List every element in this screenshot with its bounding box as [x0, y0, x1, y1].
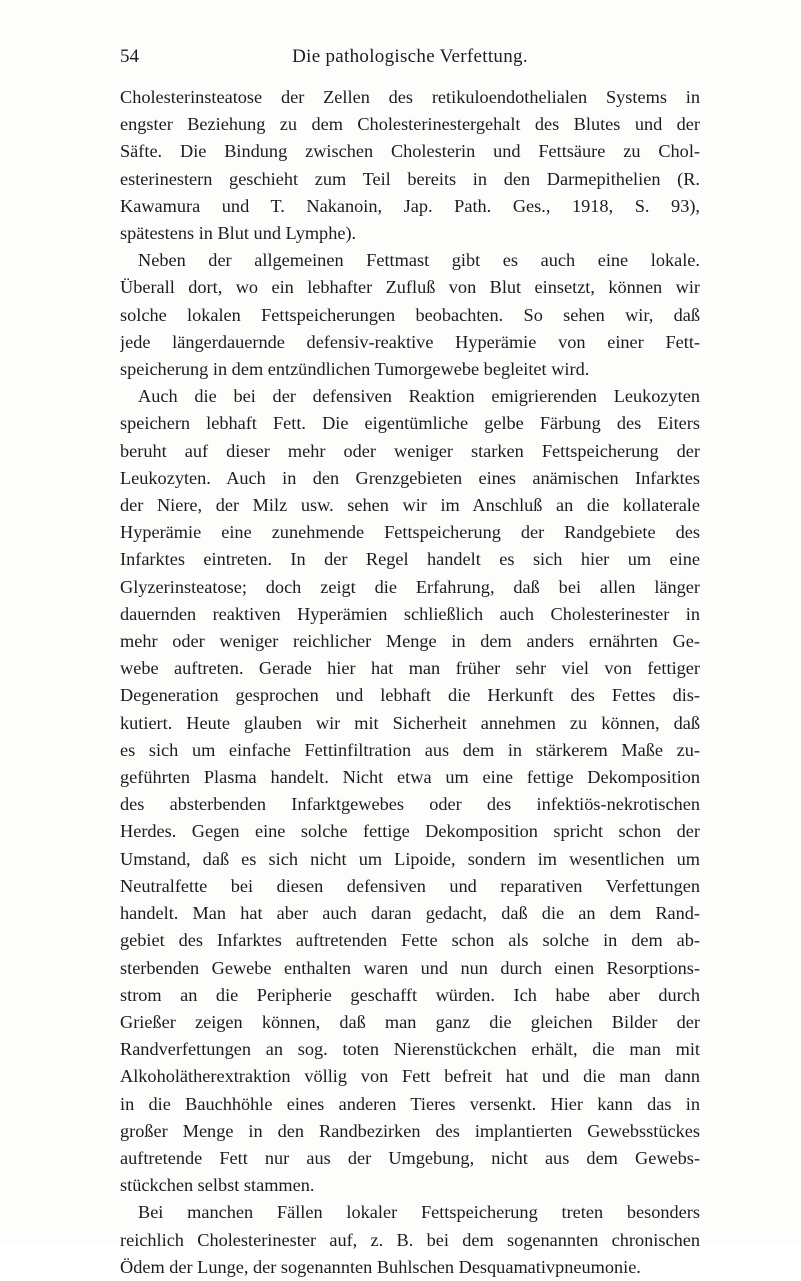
text-line: geführten Plasma handelt. Nicht etwa um eine fettige Dekomposition	[120, 767, 700, 788]
text-line: Cholesterinsteatose der Zellen des retikuloendothelialen Systems in	[120, 87, 700, 107]
page-header	[120, 44, 700, 70]
text-line: Bei manchen Fällen lokaler Fettspeicherung treten besonders	[138, 1202, 700, 1223]
text-line: Ödem der Lunge, der sogenannten Buhlschen Desquamativpneumonie.	[120, 1256, 641, 1277]
text-line: des absterbenden Infarktgewebes oder des infektiös-nekrotischen	[120, 794, 700, 815]
paragraph-4	[120, 1199, 700, 1281]
text-line: solche lokalen Fettspeicherungen beobachten. So sehen wir, daß	[120, 304, 700, 325]
text-line: handelt. Man hat aber auch daran gedacht, daß die an dem Rand-	[120, 903, 700, 924]
text-line: dauernden reaktiven Hyperämien schließlich auch Cholesterinester in	[120, 603, 700, 624]
text-line: Glyzerinsteatose; doch zeigt die Erfahrung, daß bei allen länger	[120, 576, 700, 597]
text-line: Degeneration gesprochen und lebhaft die Herkunft des Fettes dis-	[120, 685, 700, 706]
text-line: Überall dort, wo ein lebhafter Zufluß von Blut einsetzt, können wir	[120, 277, 700, 298]
text-line: Säfte. Die Bindung zwischen Cholesterin und Fettsäure zu Chol-	[120, 141, 700, 162]
page-number: 54	[120, 46, 139, 67]
text-line: speichern lebhaft Fett. Die eigentümliche gelbe Färbung des Eiters	[120, 413, 700, 434]
running-title: Die pathologische Verfettung.	[292, 46, 528, 67]
text-line: strom an die Peripherie geschafft würden. Ich habe aber durch	[120, 984, 700, 1005]
text-line: kutiert. Heute glauben wir mit Sicherheit annehmen zu können, daß	[120, 712, 700, 733]
text-line: Alkoholätherextraktion völlig von Fett befreit hat und die man dann	[120, 1066, 700, 1087]
text-line: jede längerdauernde defensiv-reaktive Hyperämie von einer Fett-	[120, 331, 700, 352]
text-line: es sich um einfache Fettinfiltration aus dem in stärkerem Maße zu-	[120, 739, 700, 760]
text-line: Neben der allgemeinen Fettmast gibt es auch eine lokale.	[138, 250, 700, 271]
text-line: webe auftreten. Gerade hier hat man früher sehr viel von fettiger	[120, 658, 700, 679]
text-line: speicherung in dem entzündlichen Tumorgewebe begleitet wird.	[120, 359, 590, 380]
text-line: Neutralfette bei diesen defensiven und reparativen Verfettungen	[120, 875, 700, 896]
text-line: Randverfettungen an sog. toten Nierenstückchen erhält, die man mit	[120, 1039, 700, 1060]
paragraph-2	[120, 247, 700, 383]
paragraph-3	[120, 383, 700, 1199]
text-line: beruht auf dieser mehr oder weniger starken Fettspeicherung der	[120, 440, 700, 461]
text-line: auftretende Fett nur aus der Umgebung, nicht aus dem Gewebs-	[120, 1147, 700, 1168]
text-line: engster Beziehung zu dem Cholesterinestergehalt des Blutes und der	[120, 114, 700, 135]
text-line: Leukozyten. Auch in den Grenzgebieten eines anämischen Infarktes	[120, 467, 700, 488]
text-line: stückchen selbst stammen.	[120, 1175, 315, 1196]
paragraph-1	[120, 84, 700, 247]
text-line: der Niere, der Milz usw. sehen wir im Anschluß an die kollaterale	[120, 495, 700, 516]
text-line: esterinestern geschieht zum Teil bereits in den Darmepithelien (R.	[120, 168, 700, 189]
text-line: Infarktes eintreten. In der Regel handelt es sich hier um eine	[120, 549, 700, 570]
text-line: Herdes. Gegen eine solche fettige Dekomposition spricht schon der	[120, 821, 700, 842]
body-text	[120, 84, 700, 1281]
text-line: sterbenden Gewebe enthalten waren und nun durch einen Resorptions-	[120, 957, 700, 978]
text-line: Hyperämie eine zunehmende Fettspeicherung der Randgebiete des	[120, 522, 700, 543]
text-line: spätestens in Blut und Lymphe).	[120, 223, 357, 244]
text-line: reichlich Cholesterinester auf, z. B. bei dem sogenannten chronischen	[120, 1229, 700, 1250]
text-line: großer Menge in den Randbezirken des implantierten Gewebsstückes	[120, 1120, 700, 1141]
text-line: Umstand, daß es sich nicht um Lipoide, sondern im wesentlichen um	[120, 848, 700, 869]
text-line: gebiet des Infarktes auftretenden Fette schon als solche in dem ab-	[120, 930, 700, 951]
text-line: mehr oder weniger reichlicher Menge in dem anders ernährten Ge-	[120, 631, 700, 652]
text-line: Kawamura und T. Nakanoin, Jap. Path. Ges., 1918, S. 93),	[120, 195, 700, 216]
text-line: in die Bauchhöhle eines anderen Tieres versenkt. Hier kann das in	[120, 1093, 700, 1114]
text-line: Auch die bei der defensiven Reaktion emigrierenden Leukozyten	[138, 386, 700, 407]
text-line: Grießer zeigen können, daß man ganz die gleichen Bilder der	[120, 1011, 700, 1032]
